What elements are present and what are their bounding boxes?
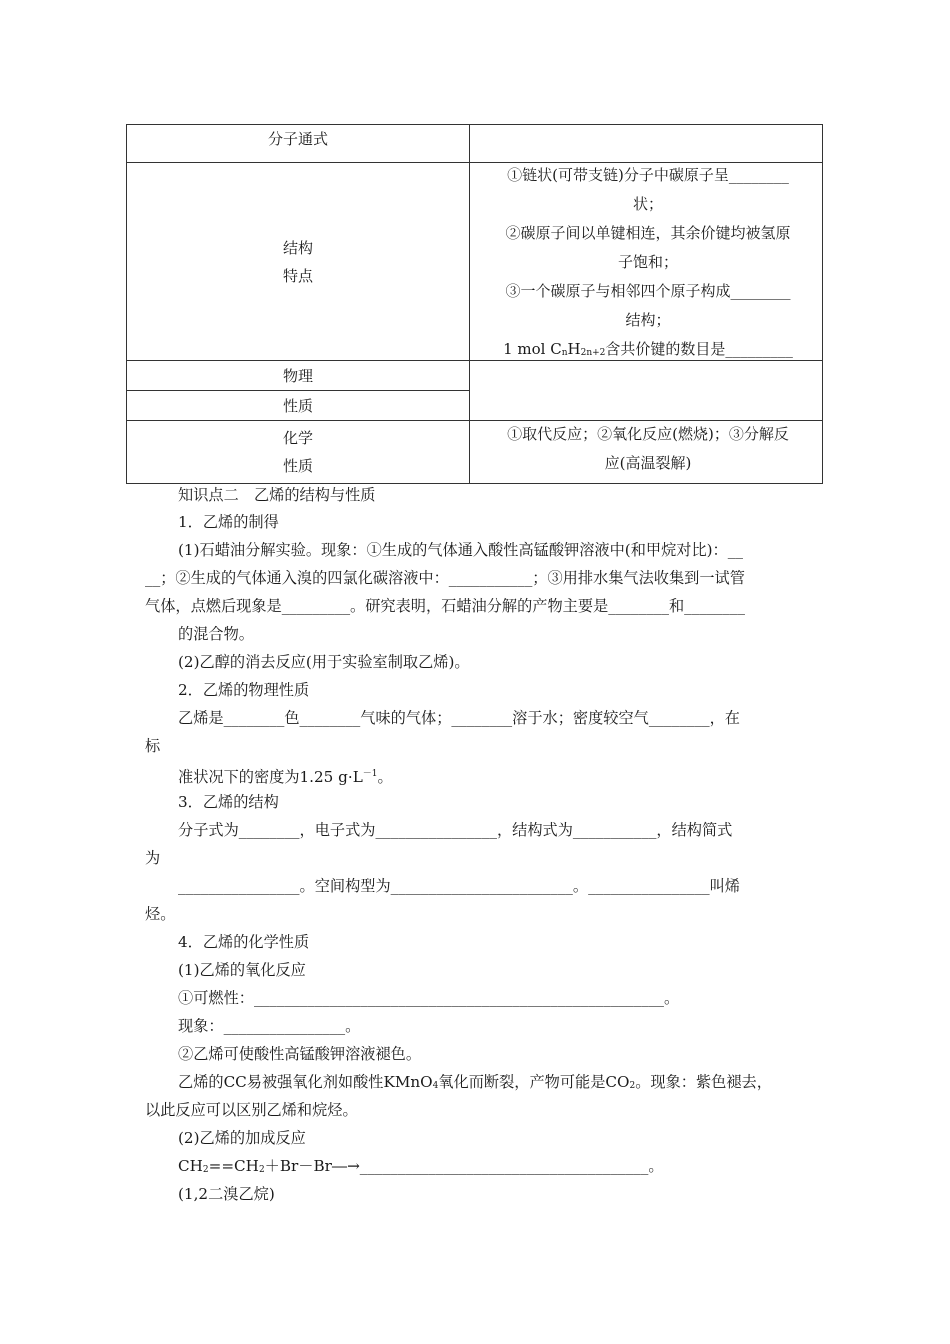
text: CH — [178, 1157, 203, 1175]
paragraph-line: (1)乙烯的氧化反应 — [178, 961, 306, 979]
table-column-divider — [469, 124, 470, 484]
paragraph-line: 的混合物。 — [178, 625, 254, 643]
alkane-properties-table — [126, 124, 823, 484]
addition-equation — [178, 1156, 664, 1180]
content-line: ①取代反应；②氧化反应(燃烧)；③分解反 — [507, 425, 789, 443]
content-line: 状； — [632, 195, 663, 213]
text: 准状况下的密度为1.25 g·L — [178, 768, 363, 787]
text: ＋Br－Br―→______________________________________。 — [264, 1157, 664, 1175]
table-chemical-content — [478, 420, 818, 478]
paragraph-line: 现象：________________。 — [178, 1017, 361, 1035]
paragraph-line: 气体，点燃后现象是_________。研究表明，石蜡油分解的产物主要是________和________ — [145, 597, 745, 615]
text: 含共价键的数目是_________ — [605, 340, 793, 358]
text: ==CH — [208, 1157, 259, 1175]
table-label-physical-l2: 性质 — [282, 396, 313, 415]
subsection-title: 4．乙烯的化学性质 — [178, 933, 310, 951]
paragraph-line: 乙烯是________色________气味的气体；________溶于水；密度较空气________，在 — [178, 709, 740, 727]
content-line: ①链状(可带支链)分子中碳原子呈________ — [507, 166, 789, 184]
subsection-title: 2．乙烯的物理性质 — [178, 681, 310, 699]
table-border-bottom — [126, 483, 823, 484]
text: 氧化而断裂，产物可能是CO — [438, 1073, 630, 1091]
subscript: 2 — [202, 1165, 209, 1175]
subsection-title: 1．乙烯的制得 — [178, 513, 279, 531]
content-line: ③一个碳原子与相邻四个原子构成________ — [505, 282, 791, 300]
table-label-physical-l1: 物理 — [282, 366, 313, 385]
paragraph-line: 为 — [145, 849, 161, 867]
paragraph-line: __；②生成的气体通入溴的四氯化碳溶液中：___________；③用排水集气法收集到一试管 — [145, 569, 745, 587]
density-line — [178, 764, 393, 787]
table-structure-content — [478, 161, 818, 368]
content-line: 子饱和； — [617, 253, 678, 271]
paragraph-line: ②乙烯可使酸性高锰酸钾溶液褪色。 — [178, 1045, 421, 1063]
table-border-right — [822, 124, 823, 484]
subscript: 2 — [629, 1081, 636, 1091]
table-label-formula: 分子通式 — [267, 130, 328, 148]
paragraph-line: (2)乙烯的加成反应 — [178, 1129, 306, 1147]
paragraph-line: 分子式为________，电子式为________________，结构式为___________，结构简式 — [178, 821, 733, 839]
subscript: 2n+2 — [580, 348, 606, 358]
subscript: 4 — [432, 1081, 439, 1091]
subscript: n — [561, 348, 568, 358]
superscript: －1 — [362, 769, 378, 779]
text: 乙烯的CC易被强氧化剂如酸性KMnO — [178, 1073, 433, 1091]
paragraph-line: (2)乙醇的消去反应(用于实验室制取乙烯)。 — [178, 653, 470, 671]
paragraph-line: ________________。空间构型为________________________。________________叫烯 — [178, 877, 740, 895]
text: 。 — [377, 768, 393, 787]
paragraph-line: (1)石蜡油分解实验。现象：①生成的气体通入酸性高锰酸钾溶液中(和甲烷对比)：__ — [178, 541, 743, 559]
content-line: ②碳原子间以单键相连，其余价键均被氢原 — [505, 224, 791, 242]
text: 1 mol C — [503, 340, 562, 358]
label-line: 特点 — [282, 266, 313, 285]
label-line: 化学 — [282, 429, 313, 447]
text: H — [567, 340, 581, 358]
label-line: 结构 — [282, 238, 313, 257]
content-line: 结构； — [625, 311, 671, 329]
paragraph-line: 烃。 — [145, 905, 176, 923]
table-label-chemical — [127, 421, 469, 483]
oxidation-line — [178, 1072, 772, 1096]
paragraph-line: 以此反应可以区别乙烯和烷烃。 — [145, 1101, 358, 1119]
text: 。现象：紫色褪去， — [635, 1073, 772, 1091]
subsection-title: 3．乙烯的结构 — [178, 793, 279, 811]
paragraph-line: ①可燃性：______________________________________________________。 — [178, 989, 680, 1007]
section-heading: 知识点二 乙烯的结构与性质 — [178, 486, 376, 504]
bond-count-line — [478, 335, 818, 368]
product-name: (1,2二溴乙烷) — [178, 1185, 275, 1203]
subscript: 2 — [258, 1165, 265, 1175]
label-line: 性质 — [282, 457, 313, 475]
content-line: 应(高温裂解) — [604, 454, 692, 472]
paragraph-line: 标 — [145, 737, 161, 755]
table-label-structure — [127, 163, 469, 360]
